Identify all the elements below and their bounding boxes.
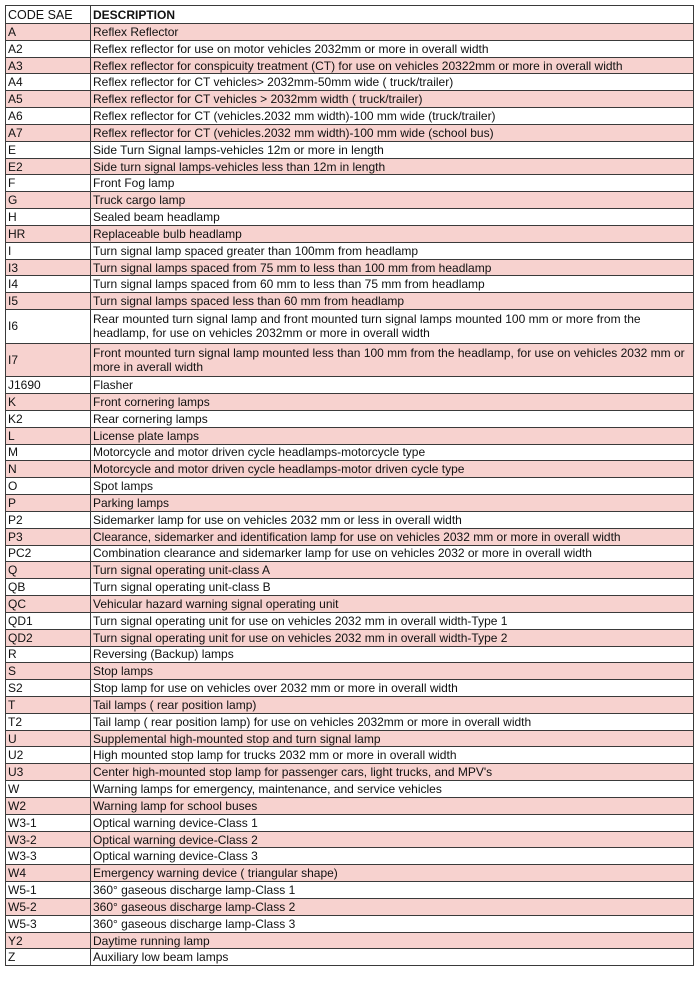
description-cell: Truck cargo lamp xyxy=(91,192,694,209)
code-cell: P2 xyxy=(6,511,91,528)
table-row xyxy=(6,545,694,562)
table-header-row xyxy=(6,6,694,24)
description-column-header: DESCRIPTION xyxy=(91,6,694,24)
code-cell: H xyxy=(6,209,91,226)
code-cell: U3 xyxy=(6,764,91,781)
table-row xyxy=(6,158,694,175)
code-cell: P3 xyxy=(6,528,91,545)
description-cell: Combination clearance and sidemarker lamp for use on vehicles 2032 or more in overall width xyxy=(91,545,694,562)
description-cell: Center high-mounted stop lamp for passenger cars, light trucks, and MPV's xyxy=(91,764,694,781)
table-row xyxy=(6,478,694,495)
table-row xyxy=(6,259,694,276)
description-cell: Side Turn Signal lamps-vehicles 12m or more in length xyxy=(91,141,694,158)
description-cell: Optical warning device-Class 3 xyxy=(91,848,694,865)
description-cell: Parking lamps xyxy=(91,495,694,512)
description-cell: Supplemental high-mounted stop and turn signal lamp xyxy=(91,730,694,747)
table-row xyxy=(6,629,694,646)
table-row xyxy=(6,394,694,411)
description-cell: Tail lamp ( rear position lamp) for use on vehicles 2032mm or more in overall width xyxy=(91,713,694,730)
code-cell: A3 xyxy=(6,57,91,74)
table-row xyxy=(6,175,694,192)
table-row xyxy=(6,865,694,882)
code-cell: I3 xyxy=(6,259,91,276)
table-row xyxy=(6,310,694,344)
description-cell: Front cornering lamps xyxy=(91,394,694,411)
description-cell: 360° gaseous discharge lamp-Class 3 xyxy=(91,915,694,932)
code-cell: A2 xyxy=(6,40,91,57)
table-row xyxy=(6,108,694,125)
description-cell: Flasher xyxy=(91,377,694,394)
table-row xyxy=(6,915,694,932)
description-cell: Daytime running lamp xyxy=(91,932,694,949)
table-row xyxy=(6,713,694,730)
description-cell: Auxiliary low beam lamps xyxy=(91,949,694,966)
description-cell: Tail lamps ( rear position lamp) xyxy=(91,697,694,714)
description-cell: Reflex reflector for CT (vehicles.2032 mm width)-100 mm wide (truck/trailer) xyxy=(91,108,694,125)
description-cell: Reflex reflector for use on motor vehicles 2032mm or more in overall width xyxy=(91,40,694,57)
table-row xyxy=(6,461,694,478)
description-cell: Sealed beam headlamp xyxy=(91,209,694,226)
table-row xyxy=(6,511,694,528)
code-cell: PC2 xyxy=(6,545,91,562)
sae-code-table xyxy=(5,5,694,966)
description-cell: Reflex reflector for conspicuity treatment (CT) for use on vehicles 20322mm or more in overall width xyxy=(91,57,694,74)
description-cell: Clearance, sidemarker and identification lamp for use on vehicles 2032 mm or more in overall width xyxy=(91,528,694,545)
description-cell: 360° gaseous discharge lamp-Class 1 xyxy=(91,882,694,899)
code-cell: I7 xyxy=(6,343,91,377)
code-cell: P xyxy=(6,495,91,512)
table-row xyxy=(6,209,694,226)
code-cell: QB xyxy=(6,579,91,596)
code-cell: A xyxy=(6,24,91,41)
description-cell: Front mounted turn signal lamp mounted less than 100 mm from the headlamp, for use on vehicles 2032 mm or more in averall width xyxy=(91,343,694,377)
table-row xyxy=(6,91,694,108)
code-cell: T xyxy=(6,697,91,714)
code-cell: W2 xyxy=(6,797,91,814)
table-row xyxy=(6,882,694,899)
code-cell: R xyxy=(6,646,91,663)
description-cell: Turn signal operating unit-class A xyxy=(91,562,694,579)
table-row xyxy=(6,612,694,629)
code-cell: W5-3 xyxy=(6,915,91,932)
description-cell: Front Fog lamp xyxy=(91,175,694,192)
table-row xyxy=(6,848,694,865)
description-cell: Warning lamps for emergency, maintenance, and service vehicles xyxy=(91,781,694,798)
table-row xyxy=(6,57,694,74)
description-cell: Reflex reflector for CT vehicles > 2032mm width ( truck/trailer) xyxy=(91,91,694,108)
table-row xyxy=(6,562,694,579)
code-cell: F xyxy=(6,175,91,192)
code-cell: U2 xyxy=(6,747,91,764)
description-cell: Side turn signal lamps-vehicles less than 12m in length xyxy=(91,158,694,175)
description-cell: Stop lamps xyxy=(91,663,694,680)
description-cell: Rear mounted turn signal lamp and front mounted turn signal lamps mounted 100 mm or more from the headlamp, for use on vehicles 2032mm or more in overall width xyxy=(91,310,694,344)
description-cell: Turn signal operating unit for use on vehicles 2032 mm in overall width-Type 2 xyxy=(91,629,694,646)
table-row xyxy=(6,747,694,764)
code-cell: M xyxy=(6,444,91,461)
description-cell: Optical warning device-Class 1 xyxy=(91,814,694,831)
code-cell: K xyxy=(6,394,91,411)
table-row xyxy=(6,932,694,949)
table-row xyxy=(6,898,694,915)
description-cell: Emergency warning device ( triangular shape) xyxy=(91,865,694,882)
table-row xyxy=(6,141,694,158)
table-row xyxy=(6,444,694,461)
table-row xyxy=(6,40,694,57)
code-cell: W5-1 xyxy=(6,882,91,899)
code-cell: L xyxy=(6,427,91,444)
table-row xyxy=(6,410,694,427)
description-cell: Turn signal operating unit-class B xyxy=(91,579,694,596)
table-body xyxy=(6,24,694,966)
code-column-header: CODE SAE xyxy=(6,6,91,24)
table-row xyxy=(6,124,694,141)
code-cell: W5-2 xyxy=(6,898,91,915)
code-cell: W4 xyxy=(6,865,91,882)
table-row xyxy=(6,646,694,663)
table-row xyxy=(6,680,694,697)
description-cell: Reflex Reflector xyxy=(91,24,694,41)
code-cell: I5 xyxy=(6,293,91,310)
table-row xyxy=(6,24,694,41)
table-row xyxy=(6,192,694,209)
code-cell: J1690 xyxy=(6,377,91,394)
code-cell: W3-2 xyxy=(6,831,91,848)
table-row xyxy=(6,663,694,680)
code-cell: O xyxy=(6,478,91,495)
description-cell: Reflex reflector for CT (vehicles.2032 mm width)-100 mm wide (school bus) xyxy=(91,124,694,141)
table-row xyxy=(6,949,694,966)
code-cell: N xyxy=(6,461,91,478)
code-cell: W xyxy=(6,781,91,798)
description-cell: Turn signal lamp spaced greater than 100mm from headlamp xyxy=(91,242,694,259)
table-row xyxy=(6,764,694,781)
table-row xyxy=(6,293,694,310)
code-cell: E2 xyxy=(6,158,91,175)
description-cell: Reversing (Backup) lamps xyxy=(91,646,694,663)
table-row xyxy=(6,697,694,714)
table-row xyxy=(6,781,694,798)
code-cell: T2 xyxy=(6,713,91,730)
code-cell: S2 xyxy=(6,680,91,697)
description-cell: Motorcycle and motor driven cycle headlamps-motor driven cycle type xyxy=(91,461,694,478)
code-cell: Y2 xyxy=(6,932,91,949)
description-cell: Turn signal lamps spaced from 60 mm to less than 75 mm from headlamp xyxy=(91,276,694,293)
table-row xyxy=(6,343,694,377)
description-cell: High mounted stop lamp for trucks 2032 mm or more in overall width xyxy=(91,747,694,764)
table-row xyxy=(6,377,694,394)
description-cell: Spot lamps xyxy=(91,478,694,495)
description-cell: Optical warning device-Class 2 xyxy=(91,831,694,848)
code-cell: G xyxy=(6,192,91,209)
table-row xyxy=(6,276,694,293)
code-cell: A5 xyxy=(6,91,91,108)
code-cell: K2 xyxy=(6,410,91,427)
description-cell: Turn signal operating unit for use on vehicles 2032 mm in overall width-Type 1 xyxy=(91,612,694,629)
code-cell: Z xyxy=(6,949,91,966)
table-row xyxy=(6,814,694,831)
code-cell: W3-3 xyxy=(6,848,91,865)
code-cell: U xyxy=(6,730,91,747)
description-cell: Stop lamp for use on vehicles over 2032 mm or more in overall width xyxy=(91,680,694,697)
description-cell: Vehicular hazard warning signal operating unit xyxy=(91,596,694,613)
table-row xyxy=(6,831,694,848)
code-cell: HR xyxy=(6,225,91,242)
code-cell: QD1 xyxy=(6,612,91,629)
table-row xyxy=(6,596,694,613)
table-row xyxy=(6,730,694,747)
table-row xyxy=(6,427,694,444)
code-cell: Q xyxy=(6,562,91,579)
table-row xyxy=(6,225,694,242)
code-cell: W3-1 xyxy=(6,814,91,831)
code-cell: QC xyxy=(6,596,91,613)
description-cell: Turn signal lamps spaced less than 60 mm from headlamp xyxy=(91,293,694,310)
code-cell: I4 xyxy=(6,276,91,293)
description-cell: Warning lamp for school buses xyxy=(91,797,694,814)
table-row xyxy=(6,797,694,814)
description-cell: Reflex reflector for CT vehicles> 2032mm-50mm wide ( truck/trailer) xyxy=(91,74,694,91)
code-cell: A6 xyxy=(6,108,91,125)
table-row xyxy=(6,528,694,545)
description-cell: License plate lamps xyxy=(91,427,694,444)
description-cell: Turn signal lamps spaced from 75 mm to less than 100 mm from headlamp xyxy=(91,259,694,276)
description-cell: Replaceable bulb headlamp xyxy=(91,225,694,242)
description-cell: Rear cornering lamps xyxy=(91,410,694,427)
table-row xyxy=(6,495,694,512)
table-row xyxy=(6,74,694,91)
code-cell: E xyxy=(6,141,91,158)
code-cell: A7 xyxy=(6,124,91,141)
code-cell: S xyxy=(6,663,91,680)
table-row xyxy=(6,242,694,259)
code-cell: QD2 xyxy=(6,629,91,646)
description-cell: 360° gaseous discharge lamp-Class 2 xyxy=(91,898,694,915)
code-cell: A4 xyxy=(6,74,91,91)
code-cell: I6 xyxy=(6,310,91,344)
description-cell: Motorcycle and motor driven cycle headlamps-motorcycle type xyxy=(91,444,694,461)
code-cell: I xyxy=(6,242,91,259)
description-cell: Sidemarker lamp for use on vehicles 2032 mm or less in overall width xyxy=(91,511,694,528)
table-row xyxy=(6,579,694,596)
